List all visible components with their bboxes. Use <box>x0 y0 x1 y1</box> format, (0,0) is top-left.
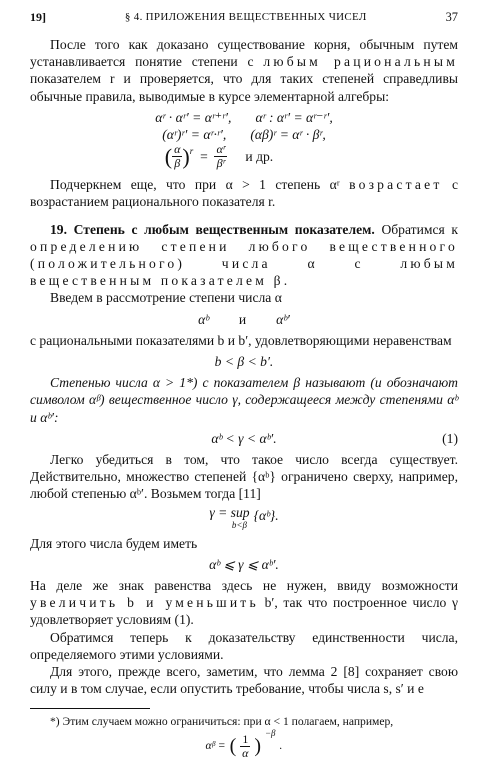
f4-sub: b<β <box>231 519 247 530</box>
paragraph-2 <box>30 176 458 210</box>
header-title: § 4. ПРИЛОЖЕНИЯ ВЕЩЕСТВЕННЫХ ЧИСЕЛ <box>124 11 367 24</box>
book-page <box>30 8 458 760</box>
rule-product: αʳ · αʳ′ = αʳ⁺ʳ′, <box>155 109 232 125</box>
f3-expr: αᵇ < γ < αᵇ′. <box>211 430 277 446</box>
power-rules <box>30 109 458 170</box>
rule-quotient: αʳ : αʳ′ = αʳ⁻ʳ′, <box>255 109 333 125</box>
paragraph-6: Для этого числа будем иметь <box>30 535 198 551</box>
fraction-alpha-beta: $\frac{\alpha}{\beta}$ <box>174 142 181 171</box>
formula-5: αᵇ ⩽ γ ⩽ αᵇ′. <box>209 556 279 572</box>
fn-lhs: αᵝ = <box>205 739 226 753</box>
formula-4 <box>30 504 458 531</box>
paragraph-8: Обратимся теперь к доказательству единственности числа, определяемого этими условиями. <box>30 629 458 662</box>
paragraph-9: Для этого, прежде всего, заметим, что лемма 2 [8] сохраняет свою силу и в том случае, если опустить требование, чтобы числа s, s′ и e <box>30 664 458 697</box>
running-header <box>30 8 458 28</box>
page-number: 37 <box>445 10 458 25</box>
p2-text-c: с возрастанием рационального показателя r. <box>30 177 458 210</box>
p2-text-a: Подчеркнем еще, что при α > 1 степень αʳ <box>50 177 340 193</box>
f4-lhs: γ = sup <box>209 504 250 520</box>
paragraph-3: Введем в рассмотрение степени числа α <box>50 290 282 306</box>
f1-a: αᵇ <box>198 311 209 327</box>
footnote: *) Этим случаем можно ограничиться: при α < 1 полагаем, например, <box>50 714 394 728</box>
rule-row-2 <box>30 126 458 143</box>
f1-mid: и <box>238 311 247 327</box>
formula-3 <box>30 430 458 447</box>
rule-power: (αʳ)ʳ′ = αʳ·ʳ′, <box>162 127 227 143</box>
rule-product-power: (αβ)ʳ = αʳ · βʳ, <box>250 127 326 143</box>
p1-text-c: показателем r и проверяется, что для таких степеней справедливы обычные правила, выводимые в курсе элементарной алгебры: <box>30 71 458 104</box>
sec19-text-a: Обратимся к <box>381 221 458 237</box>
footnote-fraction: $\frac{1}{\alpha}$ <box>242 732 249 760</box>
footnote-divider <box>30 708 150 709</box>
formula-1 <box>30 311 458 328</box>
formula-2: b < β < b′. <box>214 354 274 370</box>
definition: Степенью числа α > 1*) с показателем β называют (и обозначают символом αᵝ) вещественное число γ, содержащееся между степенями αᵇ и αᵇ′: <box>30 375 458 425</box>
paragraph-7 <box>30 577 458 629</box>
rule-row-1 <box>30 109 458 126</box>
p7-text-a: На деле же знак равенства здесь не нужен, ввиду возможности <box>30 578 458 594</box>
paragraph-4: с рациональными показателями b и b′, удовлетворяющими неравенствам <box>30 332 452 348</box>
footnote-formula: αᵝ = ( $\frac{1}{\alpha}$ ) −β . <box>205 728 283 760</box>
f1-b: αᵇ′ <box>276 311 290 327</box>
fraction-powers: $\frac{\text{αʳ}}{\text{βʳ}}$ <box>216 142 226 171</box>
p1-spaced: любым рациональным <box>263 54 458 70</box>
p7-spaced: увеличить b и уменьшить <box>30 595 259 611</box>
p2-spaced: возрастает <box>349 177 443 193</box>
sec19-spaced: определению степени любого вещественного (положительного) числа α с любым вещественным показателем β. <box>30 238 458 289</box>
section-19 <box>30 221 458 290</box>
header-left: 19] <box>30 10 46 25</box>
equation-number: (1) <box>442 430 458 446</box>
f4-sup <box>209 504 250 531</box>
f4-rhs: {αᵇ}. <box>253 507 279 523</box>
paragraph-5: Легко убедиться в том, что такое число всегда существует. Действительно, множество степеней {αᵇ} ограничено сверху, например, любой степенью αᵇ′. Возьмем тогда [11] <box>30 452 458 502</box>
fn-dot: . <box>279 739 283 753</box>
p7-text-c: b′, так что построенное число γ удовлетворяет условиям (1). <box>30 595 458 628</box>
p1-text-a: После того как доказано существование корня, обычным путем устанавливается понятие степени с <box>30 37 458 70</box>
rule-row-3: ( $\frac{\alpha}{\beta}$ )$^r$ = $\frac{\text{αʳ}}{\text{βʳ}}$ и др. <box>164 142 274 171</box>
rule-etc: и др. <box>245 149 274 165</box>
section-heading: 19. Степень с любым вещественным показателем. <box>50 221 375 237</box>
rule-exp: r <box>189 146 194 157</box>
paragraph-1 <box>30 36 458 105</box>
